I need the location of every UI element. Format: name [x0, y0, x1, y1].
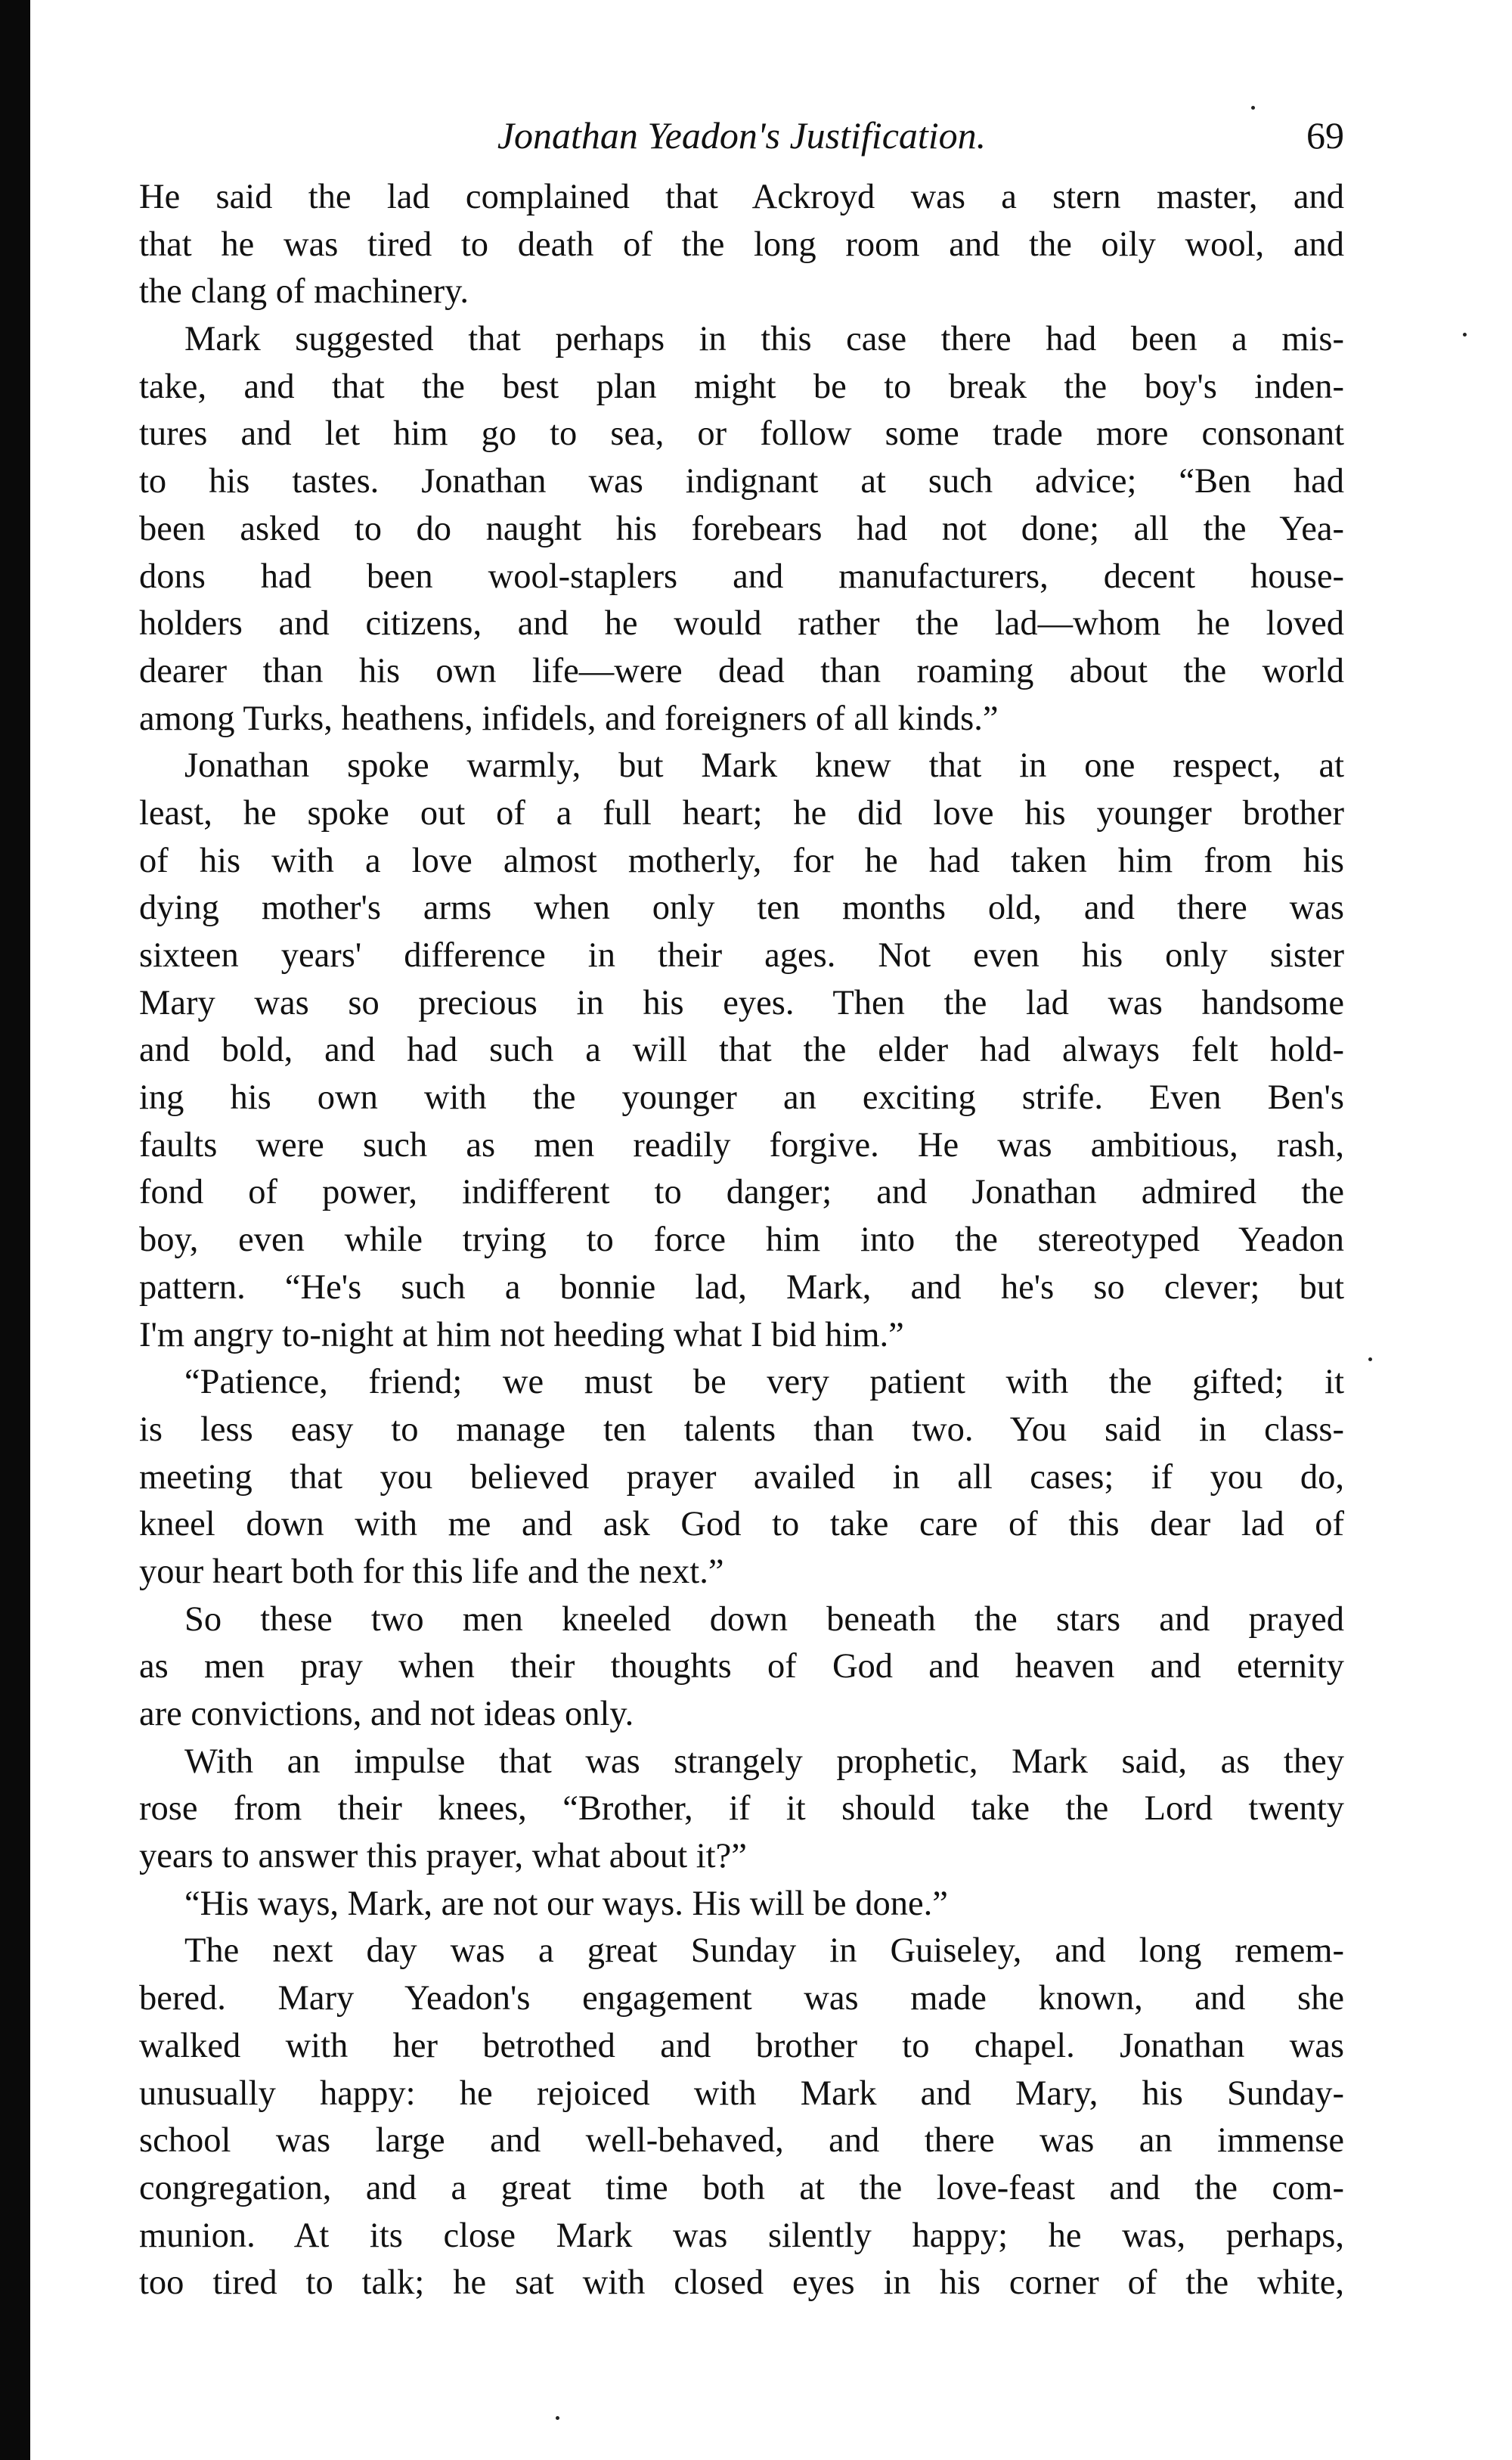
text-line: your heart both for this life and the next.” — [139, 1552, 724, 1591]
text-line: is less easy to manage ten talents than two. You said in class- — [139, 1410, 1344, 1449]
text-line: rose from their knees, “Brother, if it should take the Lord twenty — [139, 1789, 1344, 1829]
text-line: ing his own with the younger an exciting strife. Even Ben's — [139, 1078, 1344, 1118]
text-line: Mary was so precious in his eyes. Then the lad was handsome — [139, 983, 1344, 1022]
print-speck — [1251, 106, 1255, 110]
text-line: Mark suggested that perhaps in this case there had been a mis- — [184, 320, 1344, 359]
page-number: 69 — [1306, 114, 1344, 157]
body-text — [139, 174, 1344, 2307]
text-line: dons had been wool-staplers and manufacturers, decent house- — [139, 557, 1344, 596]
text-line: among Turks, heathens, infidels, and foreigners of all kinds.” — [139, 699, 999, 738]
text-line: bered. Mary Yeadon's engagement was made known, and she — [139, 1979, 1344, 2018]
text-line: congregation, and a great time both at the love-feast and the com- — [139, 2168, 1344, 2207]
text-line: pattern. “He's such a bonnie lad, Mark, and he's so clever; but — [139, 1267, 1344, 1307]
text-line: meeting that you believed prayer availed in all cases; if you do, — [139, 1457, 1344, 1497]
book-page — [139, 113, 1344, 2307]
text-line: take, and that the best plan might be to break the boy's inden- — [139, 367, 1344, 406]
print-speck — [1368, 1357, 1372, 1361]
text-line: holders and citizens, and he would rather the lad—whom he loved — [139, 604, 1344, 644]
text-line: munion. At its close Mark was silently happy; he was, perhaps, — [139, 2216, 1344, 2255]
print-speck — [556, 2416, 559, 2420]
text-line: boy, even while trying to force him into the stereotyped Yeadon — [139, 1221, 1344, 1260]
text-line: I'm angry to-night at him not heeding what I bid him.” — [139, 1315, 904, 1354]
text-line: as men pray when their thoughts of God and heaven and eternity — [139, 1647, 1344, 1686]
text-line: least, he spoke out of a full heart; he did love his younger brother — [139, 793, 1344, 833]
text-line: of his with a love almost motherly, for he had taken him from his — [139, 841, 1344, 880]
running-title: Jonathan Yeadon's Justification. — [497, 114, 987, 157]
text-line: So these two men kneeled down beneath the stars and prayed — [184, 1599, 1344, 1639]
text-line: He said the lad complained that Ackroyd was a stern master, and — [139, 178, 1344, 216]
text-line: that he was tired to death of the long room and the oily wool, and — [139, 225, 1344, 264]
print-speck — [1463, 333, 1467, 337]
text-line: school was large and well-behaved, and there was an immense — [139, 2121, 1344, 2161]
text-line: The next day was a great Sunday in Guiseley, and long remem- — [184, 1931, 1344, 1971]
text-line: the clang of machinery. — [139, 272, 469, 312]
text-line: tures and let him go to sea, or follow some trade more consonant — [139, 414, 1344, 454]
text-line: Jonathan spoke warmly, but Mark knew that in one respect, at — [184, 746, 1344, 786]
text-line: to his tastes. Jonathan was indignant at such advice; “Ben had — [139, 462, 1344, 501]
text-line: dying mother's arms when only ten months old, and there was — [139, 889, 1344, 928]
text-line: unusually happy: he rejoiced with Mark and Mary, his Sunday- — [139, 2074, 1344, 2113]
text-line: dearer than his own life—were dead than roaming about the world — [139, 651, 1344, 690]
text-line: and bold, and had such a will that the elder had always felt hold- — [139, 1031, 1344, 1070]
text-line: been asked to do naught his forebears had not done; all the Yea- — [139, 509, 1344, 548]
running-head — [139, 113, 1344, 172]
text-line: faults were such as men readily forgive. He was ambitious, rash, — [139, 1125, 1344, 1165]
page-binding-edge — [0, 0, 30, 2460]
text-line: too tired to talk; he sat with closed eyes in his corner of the white, — [139, 2263, 1344, 2303]
text-line: “His ways, Mark, are not our ways. His will be done.” — [184, 1884, 948, 1923]
text-line: “Patience, friend; we must be very patient with the gifted; it — [184, 1363, 1344, 1402]
text-line: years to answer this prayer, what about it?” — [139, 1837, 747, 1876]
text-line: fond of power, indifferent to danger; and Jonathan admired the — [139, 1173, 1344, 1212]
text-line: are convictions, and not ideas only. — [139, 1695, 634, 1733]
text-line: kneel down with me and ask God to take care of this dear lad of — [139, 1505, 1344, 1544]
text-line: sixteen years' difference in their ages. Not even his only sister — [139, 936, 1344, 975]
text-line: walked with her betrothed and brother to chapel. Jonathan was — [139, 2026, 1344, 2065]
text-line: With an impulse that was strangely prophetic, Mark said, as they — [184, 1742, 1344, 1781]
